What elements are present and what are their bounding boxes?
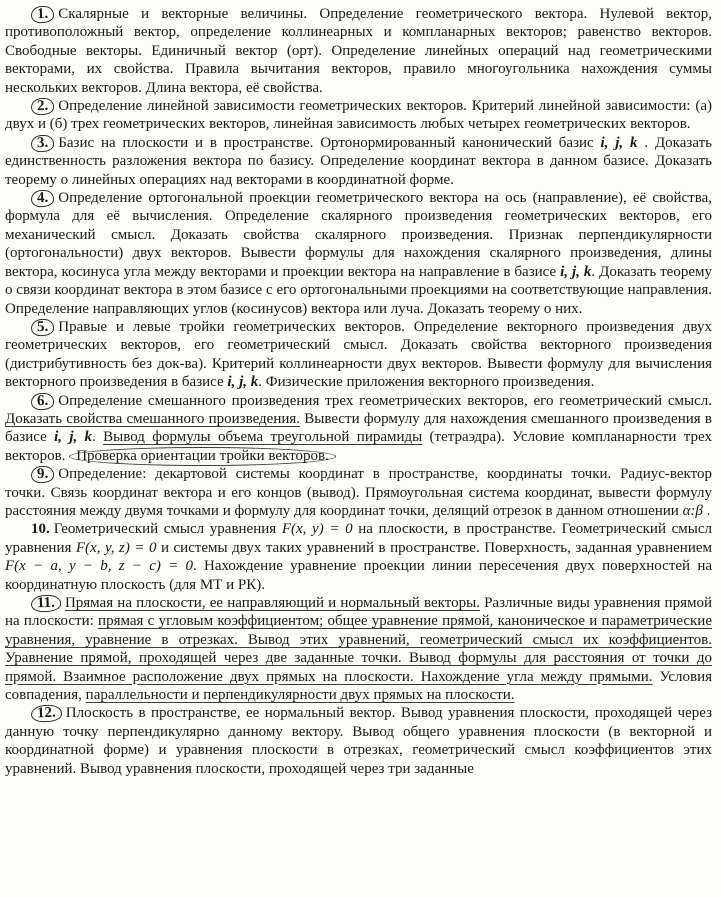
- basis-vectors-text: i, j, k: [560, 263, 592, 280]
- topic-number-pen-circled: 4.: [31, 190, 55, 208]
- topic-number-pen-circled: 9.: [31, 466, 55, 484]
- pen-underlined-text: прямая с угловым коэффициентом; общее уравнение прямой, каноническое и параметрические уравнения, уравнение в отрезках. Вывод этих уравнений, геометрический смысл их коэффициентов. Уравнение прямой, проходящей через две заданные точки. Вывод формулы для расстояния от точки до прямой. Взаимное расположение двух прямых на плоскости. Нахождение угла между прямыми.: [5, 613, 712, 685]
- exam-topics-list: [5, 5, 712, 778]
- topic-text: (тетраэдра). Условие компланарности трех векторов.: [5, 429, 712, 464]
- topic-number-pen-circled: 1.: [31, 6, 55, 24]
- topic-text: Геометрический смысл уравнения: [53, 521, 282, 538]
- topic-text: Правые и левые тройки геометрических векторов. Определение векторного произведения двух геометрических векторов, его геометрический смысл. Доказать свойства векторного произведения (дистрибутивность без док-ва). Критерий коллинеарности двух векторов. Вывести формулу для вычисления векторного произведения в базисе: [5, 318, 712, 391]
- topic-text: Базис на плоскости и в пространстве. Ортонормированный канонический базис: [58, 134, 601, 151]
- topic-text: Скалярные и векторные величины. Определение геометрического вектора. Нулевой вектор, противоположный вектор, определение коллинеарных и компланарных векторов; равенство векторов. Свободные векторы. Единичный вектор (орт). Определение линейных операций над геометрическими векторами, их свойства. Правила вычитания векторов, правило многоугольника нахождения суммы нескольких векторов. Длина вектора, её свойства.: [5, 6, 712, 96]
- topic-number-pen-circled: 3.: [31, 134, 55, 152]
- exam-topic: [5, 318, 712, 392]
- math-expression: α:β: [682, 502, 703, 519]
- exam-topic: [5, 97, 712, 134]
- topic-number: 10.: [31, 521, 50, 538]
- topic-text: . Доказать теорему о связи координат вектора в этом базисе с его ортогональными проекциями на соответствующие направления. Определение направляющих углов (косинусов) вектора или луча. Доказать теорему о них.: [5, 263, 712, 317]
- topic-number-pen-circled: 2.: [31, 98, 55, 116]
- topic-text: .: [702, 502, 711, 519]
- pen-underlined-text: Доказать свойства смешанного произведения.: [5, 410, 301, 427]
- exam-topic: [5, 189, 712, 318]
- topic-text: . Доказать единственность разложения вектора по базису. Определение координат вектора в данном базисе. Доказать теорему о линейных операциях над векторами в координатной форме.: [5, 134, 712, 188]
- math-expression: F(x, y, z) = 0: [75, 539, 157, 556]
- topic-text: Условия совпадения,: [5, 668, 712, 704]
- pen-oval-highlighted-text: Проверка ориентации тройки векторов.: [69, 447, 336, 466]
- topic-number-pen-circled: 12.: [31, 705, 62, 723]
- topic-number-pen-circled: 6.: [31, 392, 55, 410]
- math-expression: F(x, y) = 0: [281, 521, 353, 538]
- basis-vectors-text: i, j, k: [600, 134, 638, 151]
- topic-number-pen-circled: 5.: [31, 319, 55, 337]
- topic-text: Определение: декартовой системы координат в пространстве, координаты точки. Радиус-вектор точки. Связь координат вектора и его концов (вывод). Прямоугольная система координат, вывести формулу расстояния между двумя точками и формулу для координат точки, делящий отрезок в данном отношении: [5, 466, 712, 519]
- exam-topic: [5, 5, 712, 97]
- topic-text: . Физические приложения векторного произведения.: [258, 374, 595, 391]
- topic-text: Определение смешанного произведения трех геометрических векторов, его геометрический смысл.: [58, 392, 712, 409]
- topic-text: и системы двух таких уравнений в пространстве. Поверхность, заданная уравнением: [156, 539, 712, 556]
- exam-topic: [5, 704, 712, 778]
- topic-text: . Нахождение уравнение проекции линии пересечения двух поверхностей на координатную плоскость (для МТ и РК).: [5, 558, 712, 593]
- topic-text: Определение линейной зависимости геометрических векторов. Критерий линейной зависимости: (а) двух и (б) трех геометрических векторов, линейная зависимость любых четырех геометрических векторов.: [5, 98, 712, 133]
- topic-text: Вывести формулу для нахождения смешанного произведения в базисе: [5, 410, 712, 446]
- topic-text: Определение ортогональной проекции геометрического вектора на ось (направление), её свойства, формула для её вычисления. Определение скалярного произведения геометрических векторов, его механический смысл. Доказать свойства скалярного произведения. Признак перпендикулярности (ортогональности) двух векторов. Вывести формулы для нахождения скалярного произведения, длины вектора, косинуса угла между векторами и проекции вектора на направление в базисе: [5, 190, 712, 280]
- pen-underlined-text: параллельности и перпендикулярности двух прямых на плоскости.: [85, 687, 515, 704]
- topic-text: на плоскости, в пространстве. Геометрический смысл уравнения: [5, 521, 712, 556]
- math-expression: F(x − a, y − b, z − c) = 0: [5, 558, 193, 575]
- topic-text: Плоскость в пространстве, ее нормальный вектор. Вывод уравнения плоскости, проходящей через данную точку перпендикулярно данному вектору. Вывод общего уравнения плоскости (в векторной и координатной форме) и уравнения плоскости в отрезках, геометрический смысл коэффициентов этих уравнений. Вывод уравнения плоскости, проходящей через три заданные: [5, 705, 712, 777]
- topic-text: Различные виды уравнения прямой на плоскости:: [5, 595, 713, 630]
- exam-topic: [5, 520, 712, 594]
- exam-topic: [5, 134, 712, 189]
- exam-topic: [5, 594, 712, 704]
- topic-text: .: [92, 429, 104, 446]
- exam-topic: [5, 392, 712, 466]
- exam-topic: [5, 465, 712, 520]
- topic-number-pen-circled: 11.: [31, 594, 62, 612]
- pen-underlined-text: Прямая на плоскости, ее направляющий и нормальный векторы.: [64, 595, 480, 611]
- pen-underlined-text: Вывод формулы объема треугольной пирамиды: [103, 429, 423, 446]
- basis-vectors-text: i, j, k: [54, 429, 93, 446]
- basis-vectors-text: i, j, k: [227, 374, 259, 391]
